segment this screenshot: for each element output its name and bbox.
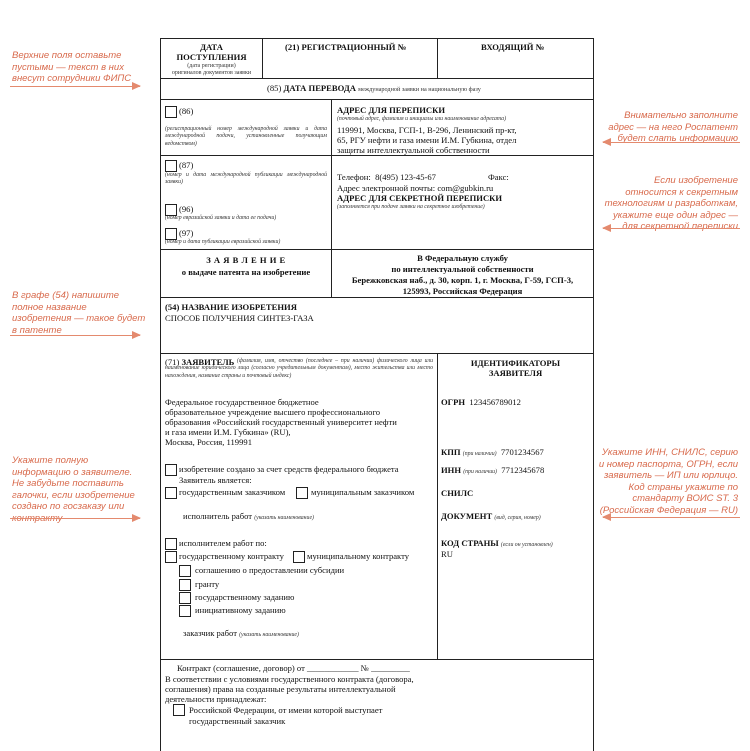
initiative-task-label: инициативному заданию xyxy=(195,605,286,615)
grant-label: гранту xyxy=(195,579,220,589)
field-86-checkbox[interactable] xyxy=(165,106,177,118)
identifiers-title2: ЗАЯВИТЕЛЯ xyxy=(488,368,543,378)
municipal-customer-checkbox[interactable] xyxy=(296,487,308,499)
date-received-title: ДАТА xyxy=(200,42,223,52)
customer-label: заказчик работ (указать наименование) xyxy=(183,628,299,638)
recipient-line-4: 125993, Российская Федерация xyxy=(402,286,523,296)
address-line-2: 65, РГУ нефти и газа имени И.М. Губкина, отдел xyxy=(337,135,517,145)
field-86-note: (регистрационный номер международной заявки и дата международной подачи, установленные получающим ведомством) xyxy=(165,126,327,147)
state-customer-label: государственным заказчиком xyxy=(179,487,286,497)
subsidy-checkbox[interactable] xyxy=(179,565,191,577)
kpp-row: КПП (при наличии) 7701234567 xyxy=(441,447,544,457)
annotation-address: Внимательно заполните адрес — на него Роспатент будет слать информацию xyxy=(608,110,738,144)
annotation-top-left: Верхние поля оставьте пустыми — текст в них внесут сотрудники ФИПС xyxy=(12,50,132,84)
invention-title-label: (54) НАЗВАНИЕ ИЗОБРЕТЕНИЯ xyxy=(165,302,297,312)
snils-label: СНИЛС xyxy=(441,488,474,498)
state-contract-checkbox[interactable] xyxy=(165,551,177,563)
contract-line-2: В соответствии с условиями государственного контракта (договора, xyxy=(165,674,414,684)
country-code-row: КОД СТРАНЫ (если он установлен) xyxy=(441,538,553,548)
recipient-line-2: по интеллектуальной собственности xyxy=(391,264,534,274)
applicant-note: (фамилия, имя, отчество (последнее – при наличии) физического лица или наименование юридического лица (согласно учредительным документам), место жительства или место нахождения, название страны и почтовый индекс) xyxy=(165,358,433,379)
ogrn-row: ОГРН 123456789012 xyxy=(441,397,521,407)
state-customer-checkbox[interactable] xyxy=(165,487,177,499)
rf-rights-checkbox[interactable] xyxy=(173,704,185,716)
field-97-label: (97) xyxy=(179,228,194,238)
applicant-is-label: Заявитель является: xyxy=(179,475,252,485)
municipal-contract-checkbox[interactable] xyxy=(293,551,305,563)
municipal-contract-label: муниципальному контракту xyxy=(307,551,410,561)
correspondence-address-sub: (почтовый адрес, фамилия и инициалы или наименование адресата) xyxy=(337,116,507,122)
field-87-note: (номер и дата международной публикации международной заявки) xyxy=(165,172,327,186)
identifiers-title: ИДЕНТИФИКАТОРЫ xyxy=(470,358,561,368)
arrow-title xyxy=(10,335,140,336)
executor-label: исполнитель работ (указать наименование) xyxy=(183,511,314,521)
date-received-sub2: оригиналов документов заявки xyxy=(171,70,252,76)
inn-row: ИНН (при наличии) 7712345678 xyxy=(441,465,545,475)
executor-under-checkbox[interactable] xyxy=(165,538,177,550)
annotation-secret: Если изобретение относится к секретным технологиям и разработкам, укажите еще один адрес — для секретной переписки xyxy=(604,175,738,232)
country-code-value: RU xyxy=(441,549,453,559)
field-86-label: (86) xyxy=(179,106,194,116)
grant-checkbox[interactable] xyxy=(179,579,191,591)
arrow-top-left xyxy=(10,86,140,87)
applicant-line-5: Москва, Россия, 119991 xyxy=(165,437,252,447)
applicant-label: (71) ЗАЯВИТЕЛЬ xyxy=(165,357,235,367)
applicant-line-3: образования «Российский государственный университет нефти xyxy=(165,417,397,427)
arrow-secret xyxy=(603,228,740,229)
recipient-line-3: Бережковская наб., д. 30, корп. 1, г. Москва, Г-59, ГСП-3, xyxy=(351,275,574,285)
applicant-line-4: и газа имени И.М. Губкина» (RU), xyxy=(165,427,291,437)
state-task-checkbox[interactable] xyxy=(179,592,191,604)
transfer-date-row: (85) ДАТА ПЕРЕВОДА международной заявки на национальную фазу xyxy=(267,83,481,93)
annotation-title: В графе (54) напишите полное название изобретения — такое будет в патенте xyxy=(12,290,146,336)
applicant-line-1: Федеральное государственное бюджетное xyxy=(165,397,319,407)
address-line-3: защиты интеллектуальной собственности xyxy=(337,145,490,155)
subsidy-label: соглашению о предоставлении субсидии xyxy=(195,565,345,575)
email-row: Адрес электронной почты: com@gubkin.ru xyxy=(337,183,494,193)
date-received-title2: ПОСТУПЛЕНИЯ xyxy=(176,52,247,62)
municipal-customer-label: муниципальным заказчиком xyxy=(311,487,415,497)
invention-title: СПОСОБ ПОЛУЧЕНИЯ СИНТЕЗ-ГАЗА xyxy=(165,313,314,323)
field-96-label: (96) xyxy=(179,204,194,214)
rf-rights-label-2: государственный заказчик xyxy=(189,716,286,726)
secret-address-title: АДРЕС ДЛЯ СЕКРЕТНОЙ ПЕРЕПИСКИ xyxy=(337,193,503,203)
initiative-task-checkbox[interactable] xyxy=(179,605,191,617)
arrow-applicant xyxy=(10,518,140,519)
field-96-note: (номер евразийской заявки и дата ее подачи) xyxy=(165,215,277,221)
federal-budget-checkbox[interactable] xyxy=(165,464,177,476)
fax-label: Факс: xyxy=(488,172,509,182)
application-subtitle: о выдаче патента на изобретение xyxy=(181,267,311,277)
application-title: З А Я В Л Е Н И Е xyxy=(206,255,286,265)
address-line-1: 119991, Москва, ГСП-1, В-296, Ленинский пр-кт, xyxy=(337,125,517,135)
incoming-number-label: ВХОДЯЩИЙ № xyxy=(481,42,545,52)
federal-budget-label: изобретение создано за счет средств федерального бюджета xyxy=(179,464,399,474)
secret-address-sub: (заполняется при подаче заявки на секретное изобретение) xyxy=(337,204,485,210)
date-received-sub: (дата регистрации) xyxy=(187,63,236,69)
recipient-line-1: В Федеральную службу xyxy=(417,253,508,263)
rf-rights-label-1: Российской Федерации, от имени которой выступает xyxy=(189,705,383,715)
correspondence-address-title: АДРЕС ДЛЯ ПЕРЕПИСКИ xyxy=(337,105,446,115)
annotation-identifiers: Укажите ИНН, СНИЛС, серию и номер паспорта, ОГРН, если заявитель — ИП или юрлицо. Код страны укажите по стандарту ВОИС ST. 3 (Российская Федерация — RU) xyxy=(598,447,738,516)
patent-application-form xyxy=(160,38,594,751)
state-task-label: государственному заданию xyxy=(195,592,295,602)
document-row: ДОКУМЕНТ (вид, серия, номер) xyxy=(441,511,541,521)
state-contract-label: государственному контракту xyxy=(179,551,284,561)
contract-line-4: деятельности принадлежат: xyxy=(165,694,267,704)
field-87-label: (87) xyxy=(179,160,194,170)
annotation-applicant: Укажите полную информацию о заявителе. Не забудьте поставить галочки, если изобретение создано по госзаказу или контракту xyxy=(12,455,135,524)
arrow-address xyxy=(603,142,740,143)
arrow-identifiers xyxy=(603,517,740,518)
registration-number-label: (21) РЕГИСТРАЦИОННЫЙ № xyxy=(285,42,407,52)
applicant-line-2: образовательное учреждение высшего профессионального xyxy=(165,407,381,417)
field-97-note: (номер и дата публикации евразийской заявки) xyxy=(165,239,281,245)
contract-line-1: Контракт (соглашение, договор) от ____________ № _________ xyxy=(177,663,410,673)
field-87-checkbox[interactable] xyxy=(165,160,177,172)
contract-line-3: соглашения) права на созданные результаты интеллектуальной xyxy=(165,684,396,694)
executor-under-label: исполнителем работ по: xyxy=(179,538,267,548)
phone-row: Телефон: 8(495) 123-45-67 xyxy=(337,172,436,182)
